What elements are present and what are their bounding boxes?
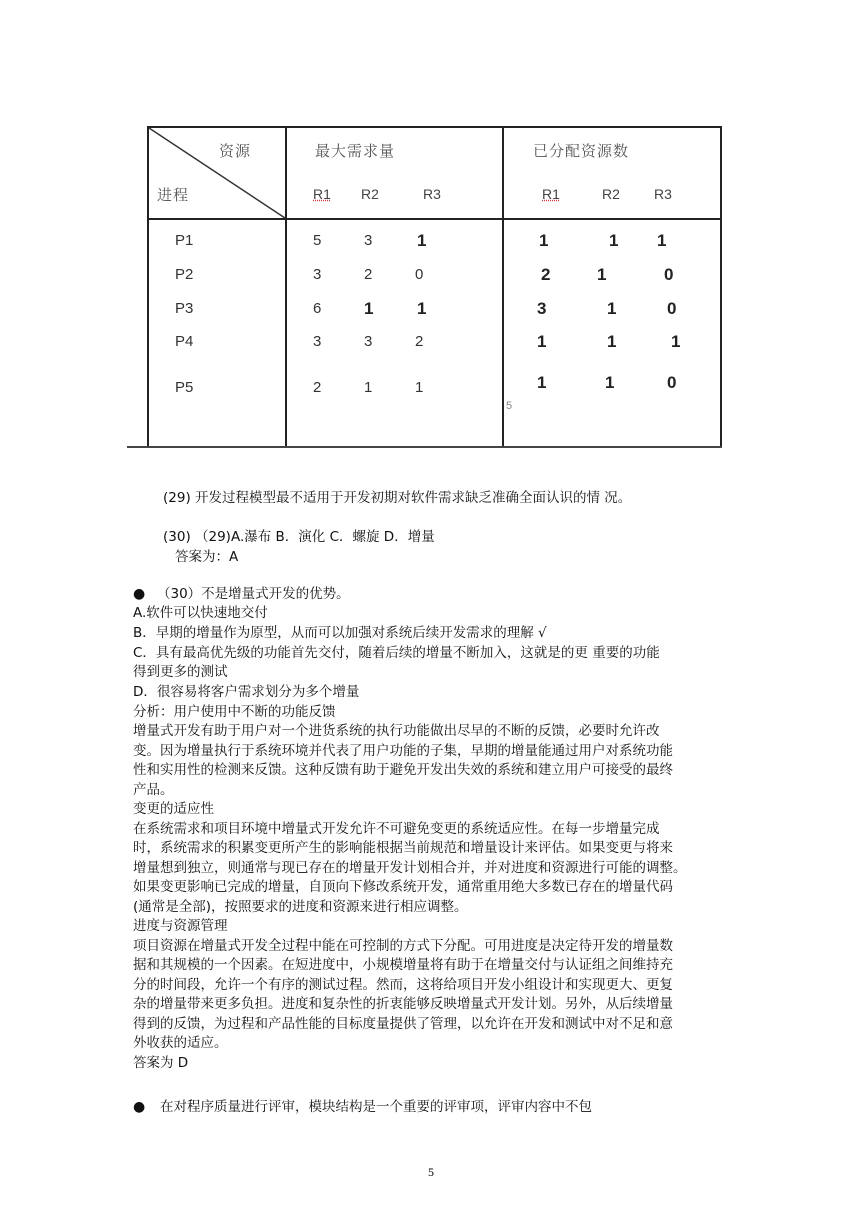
max-r2-header: R2 bbox=[361, 186, 379, 202]
max-r1-header: R1 bbox=[313, 186, 331, 202]
max-value: 1 bbox=[364, 299, 374, 318]
max-value: 3 bbox=[313, 333, 322, 350]
alloc-value: 0 bbox=[664, 265, 674, 284]
max-value: 6 bbox=[313, 300, 322, 317]
max-demand-header: 最大需求量 bbox=[315, 143, 396, 160]
alloc-value: 1 bbox=[597, 265, 607, 284]
alloc-r2-header: R2 bbox=[602, 186, 620, 202]
question-29-text: (29) 开发过程模型最不适用于开发初期对软件需求缺乏准确全面认识的情 况。 bbox=[163, 490, 632, 506]
max-r3-header: R3 bbox=[423, 186, 441, 202]
section-heading: 变更的适应性 bbox=[133, 801, 214, 817]
table-bottom-line bbox=[127, 446, 722, 448]
paragraph-line: 如果变更影响已完成的增量，自顶向下修改系统开发，通常重用绝大多数已存在的增量代码 bbox=[133, 879, 673, 895]
process-label: P4 bbox=[175, 333, 194, 350]
option-b: B．早期的增量作为原型，从而可以加强对系统后续开发需求的理解 √ bbox=[133, 625, 547, 641]
alloc-value: 1 bbox=[607, 332, 617, 351]
analysis-line: 变。因为增量执行于系统环境并代表了用户功能的子集，早期的增量能通过用户对系统功能 bbox=[133, 743, 673, 759]
alloc-value: 1 bbox=[539, 231, 549, 250]
process-label: P2 bbox=[175, 266, 194, 283]
paragraph-line: 得到的反馈，为过程和产品性能的目标度量提供了管理，以允许在开发和测试中对不足和意 bbox=[133, 1016, 673, 1032]
max-value: 5 bbox=[313, 232, 322, 249]
paragraph-line: 杂的增量带来更多负担。进度和复杂性的折衷能够反映增量式开发计划。另外，从后续增量 bbox=[133, 996, 673, 1012]
max-value: 2 bbox=[364, 266, 373, 283]
process-label: P1 bbox=[175, 232, 194, 249]
max-value: 3 bbox=[364, 333, 373, 350]
alloc-value: 1 bbox=[657, 231, 667, 250]
analysis-heading: 分析：用户使用中不断的功能反馈 bbox=[133, 704, 336, 720]
max-value: 2 bbox=[313, 379, 322, 396]
max-value: 3 bbox=[313, 266, 322, 283]
max-value: 3 bbox=[364, 232, 373, 249]
process-label: P5 bbox=[175, 379, 194, 396]
max-value: 1 bbox=[417, 299, 427, 318]
max-value: 0 bbox=[415, 266, 424, 283]
corner-process-label: 进程 bbox=[157, 187, 190, 204]
alloc-value: 1 bbox=[671, 332, 681, 351]
alloc-value: 1 bbox=[609, 231, 619, 250]
max-value: 1 bbox=[417, 231, 427, 250]
max-value: 1 bbox=[415, 379, 424, 396]
question-title: （30）不是增量式开发的优势。 bbox=[157, 586, 350, 602]
alloc-value: 2 bbox=[541, 265, 551, 284]
alloc-value: 1 bbox=[537, 332, 547, 351]
resource-table bbox=[147, 126, 722, 448]
max-value: 1 bbox=[364, 379, 373, 396]
max-value: 2 bbox=[415, 333, 424, 350]
section-heading: 进度与资源管理 bbox=[133, 918, 228, 934]
paragraph-line: 项目资源在增量式开发全过程中能在可控制的方式下分配。可用进度是决定待开发的增量数 bbox=[133, 938, 673, 954]
column-separator-1 bbox=[285, 128, 287, 446]
alloc-r3-header: R3 bbox=[654, 186, 672, 202]
alloc-r1-header: R1 bbox=[542, 186, 560, 202]
answer-d: 答案为 D bbox=[133, 1055, 189, 1071]
paragraph-line: 外收获的适应。 bbox=[133, 1035, 228, 1051]
column-separator-2 bbox=[502, 128, 504, 446]
page-number: 5 bbox=[428, 1165, 434, 1179]
alloc-value: 3 bbox=[537, 299, 547, 318]
bullet-icon: ● bbox=[133, 1099, 146, 1115]
process-label: P3 bbox=[175, 300, 194, 317]
alloc-value: 1 bbox=[605, 373, 615, 392]
question-30-options: (30) （29)A.瀑布 B．演化 C．螺旋 D．增量 bbox=[163, 529, 435, 545]
paragraph-line: 时，系统需求的积累变更所产生的影响能根据当前规范和增量设计来评估。如果变更与将来 bbox=[133, 840, 673, 856]
paragraph-line: 据和其规模的一个因素。在短进度中，小规模增量将有助于在增量交付与认证组之间维持充 bbox=[133, 957, 673, 973]
paragraph-line: 增量想到独立，则通常与现已存在的增量开发计划相合并，并对进度和资源进行可能的调整。 bbox=[133, 860, 687, 876]
analysis-line: 产品。 bbox=[133, 782, 174, 798]
alloc-value: 1 bbox=[607, 299, 617, 318]
bullet-icon: ● bbox=[133, 586, 146, 602]
paragraph-line: 在系统需求和项目环境中增量式开发允许不可避免变更的系统适应性。在每一步增量完成 bbox=[133, 821, 660, 837]
option-c-cont: 得到更多的测试 bbox=[133, 664, 228, 680]
next-question-text: 在对程序质量进行评审，模块结构是一个重要的评审项，评审内容中不包 bbox=[160, 1099, 592, 1115]
paragraph-line: 分的时间段，允许一个有序的测试过程。然而，这将给项目开发小组设计和实现更大、更复 bbox=[133, 977, 673, 993]
stray-mark: 5 bbox=[506, 400, 513, 412]
header-separator bbox=[149, 218, 720, 220]
option-d: D．很容易将客户需求划分为多个增量 bbox=[133, 684, 360, 700]
analysis-line: 性和实用性的检测来反馈。这种反馈有助于避免开发出失效的系统和建立用户可接受的最终 bbox=[133, 762, 673, 778]
alloc-value: 1 bbox=[537, 373, 547, 392]
analysis-line: 增量式开发有助于用户对一个进货系统的执行功能做出尽早的不断的反馈，必要时允许改 bbox=[133, 723, 660, 739]
corner-resource-label: 资源 bbox=[219, 143, 252, 160]
alloc-value: 0 bbox=[667, 299, 677, 318]
option-c: C．具有最高优先级的功能首先交付，随着后续的增量不断加入，这就是的更 重要的功能 bbox=[133, 645, 660, 661]
alloc-value: 0 bbox=[667, 373, 677, 392]
allocated-header: 已分配资源数 bbox=[533, 143, 630, 160]
answer-a: 答案为：A bbox=[175, 549, 239, 565]
option-a: A.软件可以快速地交付 bbox=[133, 605, 268, 621]
paragraph-line: (通常是全部)，按照要求的进度和资源来进行相应调整。 bbox=[133, 899, 468, 915]
